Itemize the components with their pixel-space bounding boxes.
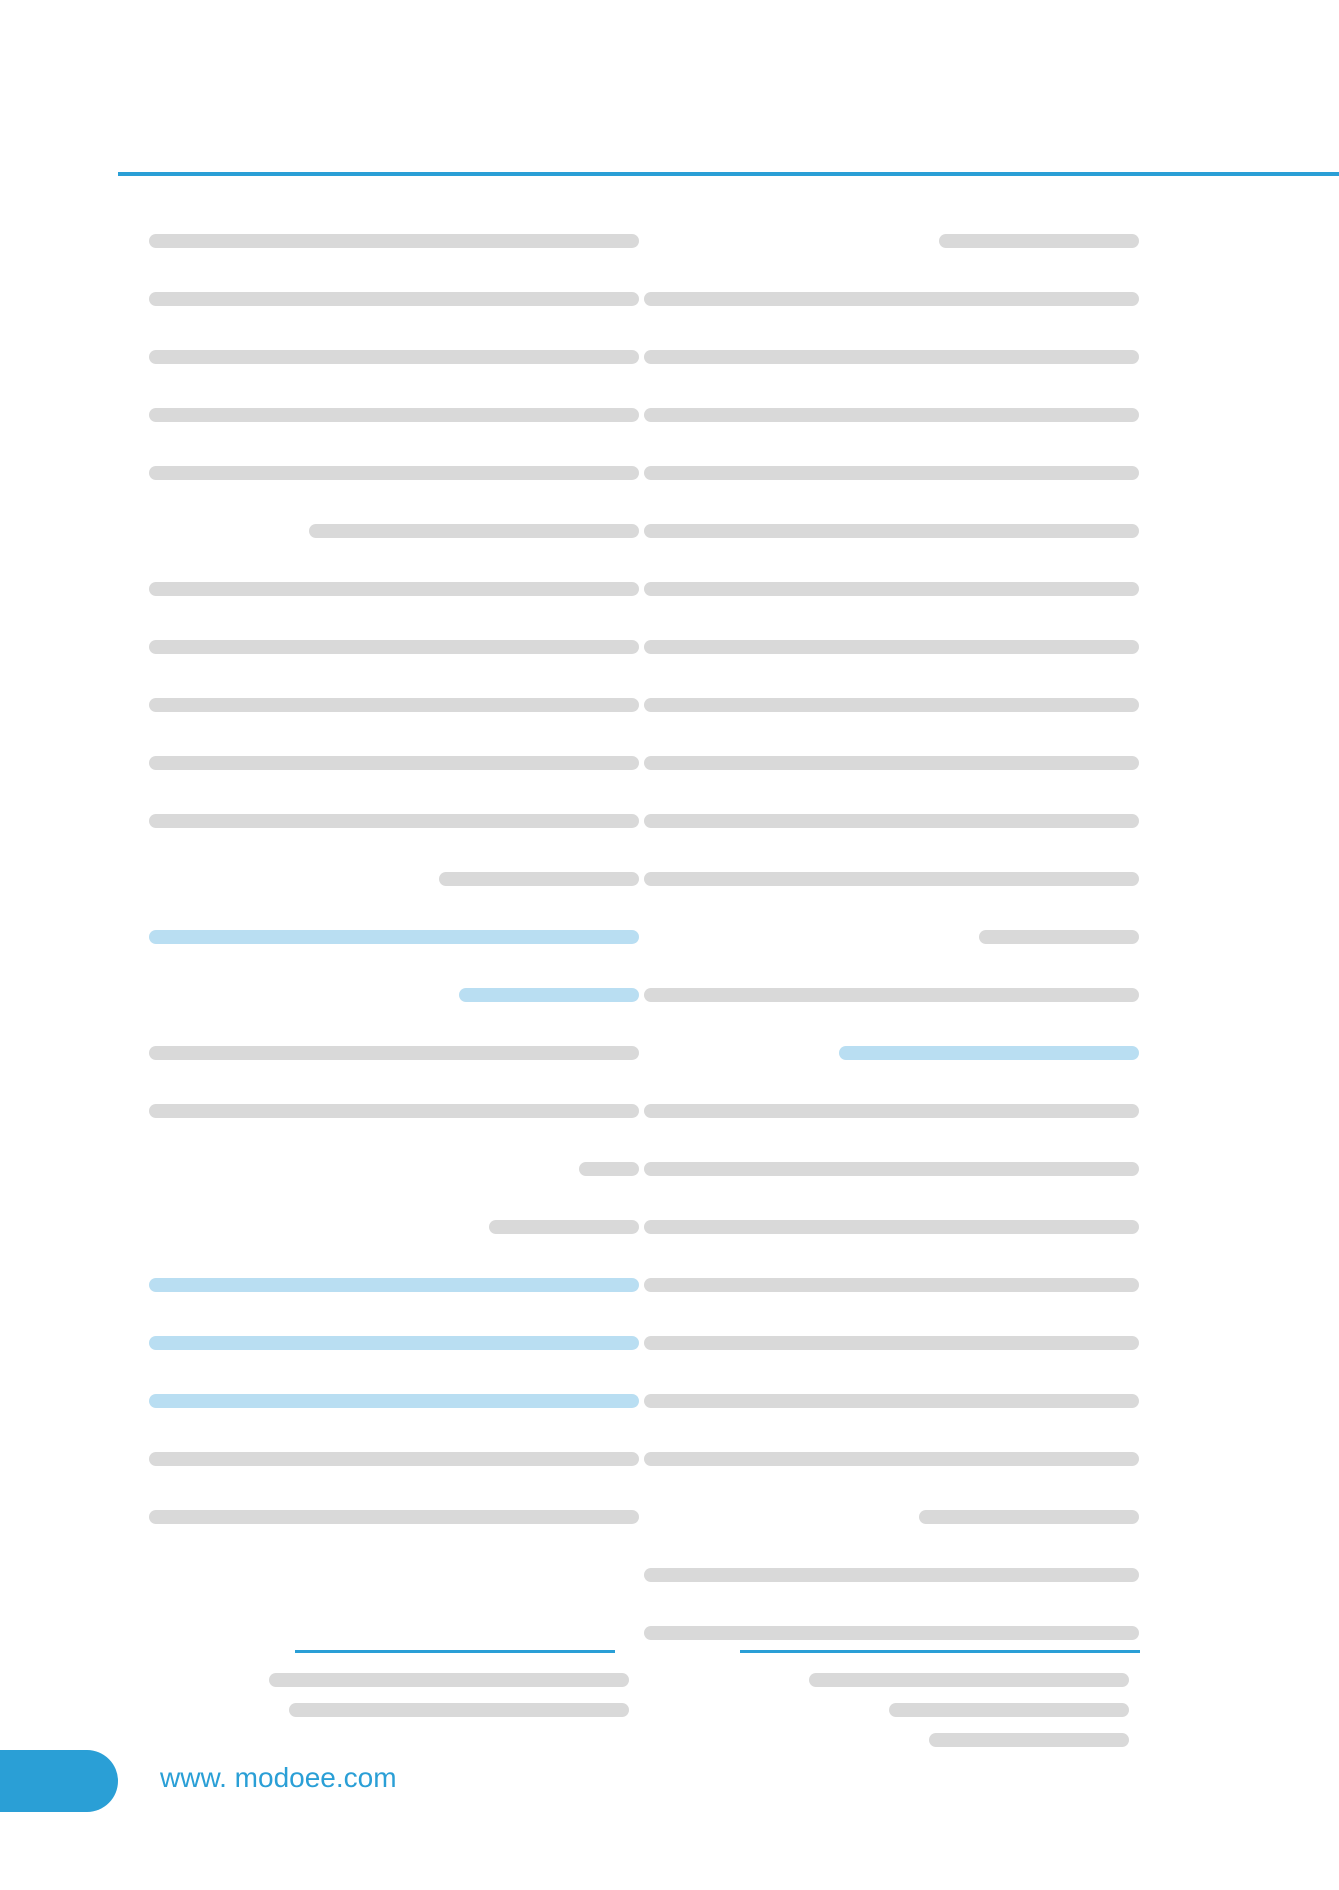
text-line (634, 616, 1139, 674)
footnote (139, 1665, 639, 1695)
text-line (139, 210, 639, 268)
text-line (139, 616, 639, 674)
text-line (634, 1254, 1139, 1312)
footnotes-right (639, 1665, 1139, 1755)
quran-verse-line (139, 1370, 639, 1428)
text-line (139, 1138, 639, 1196)
text-line (634, 790, 1139, 848)
website-link[interactable]: www. modoee.com (160, 1762, 397, 1793)
footnote (639, 1665, 1139, 1695)
text-line (139, 442, 639, 500)
text-line (634, 848, 1139, 906)
page-number-badge (0, 1750, 118, 1812)
section-heading (139, 906, 639, 964)
text-line (634, 558, 1139, 616)
text-line (139, 848, 639, 906)
text-line (634, 1196, 1139, 1254)
section-heading (139, 964, 639, 1022)
left-column (139, 210, 639, 1544)
text-line (634, 442, 1139, 500)
quran-verse-line (139, 1312, 639, 1370)
text-line (634, 1138, 1139, 1196)
text-line (139, 732, 639, 790)
text-line (634, 964, 1139, 1022)
text-line (139, 268, 639, 326)
text-line (634, 326, 1139, 384)
text-line (634, 1428, 1139, 1486)
text-line (634, 210, 1139, 268)
footnote (639, 1695, 1139, 1725)
text-line (634, 674, 1139, 732)
footnotes-left (139, 1665, 639, 1725)
footnote (639, 1725, 1139, 1755)
text-line (634, 732, 1139, 790)
text-line (634, 1486, 1139, 1544)
text-line (139, 674, 639, 732)
text-line (634, 500, 1139, 558)
text-line (139, 1022, 639, 1080)
text-line (634, 1544, 1139, 1602)
text-line (634, 1370, 1139, 1428)
text-line (634, 1312, 1139, 1370)
text-line (634, 268, 1139, 326)
list-item (139, 1196, 639, 1254)
text-line (634, 1022, 1139, 1080)
text-line (139, 1080, 639, 1138)
text-line (139, 790, 639, 848)
text-line (139, 384, 639, 442)
footnote-rule-right (740, 1650, 1140, 1653)
quran-verse-line (139, 1254, 639, 1312)
text-line (634, 1080, 1139, 1138)
text-line (139, 1428, 639, 1486)
text-line (634, 384, 1139, 442)
text-line (634, 906, 1139, 964)
text-line (139, 558, 639, 616)
footnote-rule-left (295, 1650, 615, 1653)
right-column (634, 210, 1139, 1660)
text-line (139, 1486, 639, 1544)
footnote (139, 1695, 639, 1725)
text-line (139, 326, 639, 384)
header-rule (118, 172, 1339, 176)
text-line (139, 500, 639, 558)
